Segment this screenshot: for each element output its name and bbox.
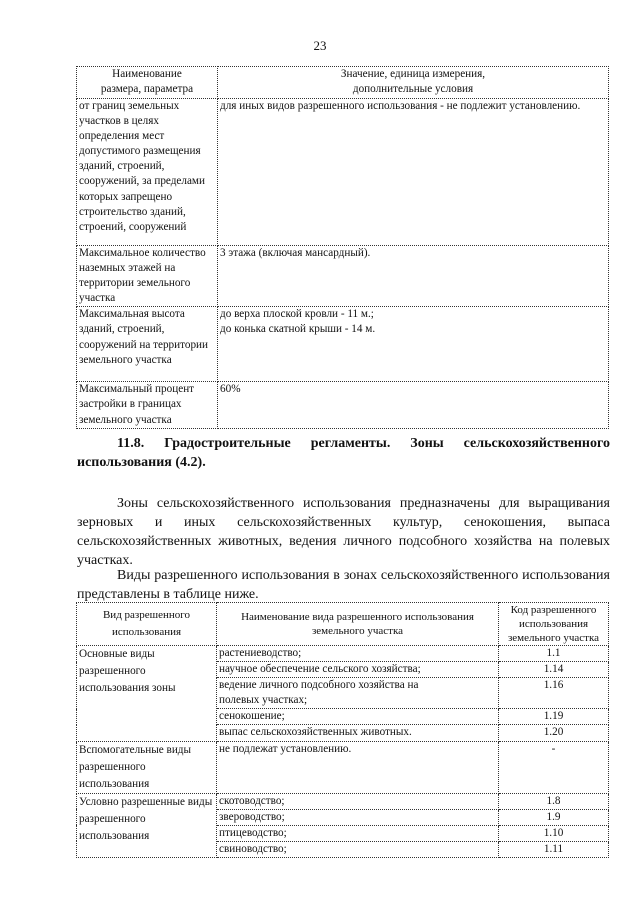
table-header-row xyxy=(77,603,609,646)
use-name-cell: сенокошение; xyxy=(217,709,499,725)
table-row xyxy=(77,99,609,246)
use-name-cell: скотоводство; xyxy=(217,793,499,809)
group-label-auxiliary: Вспомогательные виды разрешенного использования xyxy=(77,741,217,793)
paragraph-table-intro: Виды разрешенного использования в зонах сельскохозяйственного использования представлены в таблице ниже. xyxy=(77,568,610,602)
use-code-cell: 1.20 xyxy=(499,725,609,741)
use-name-cell: научное обеспечение сельского хозяйства; xyxy=(217,662,499,678)
table-row xyxy=(77,382,609,428)
header-cell-use-code: Код разрешенного использования земельного участка xyxy=(499,603,609,646)
use-name-cell: свиноводство; xyxy=(217,841,499,857)
param-value-cell: для иных видов разрешенного использования - не подлежит установлению. xyxy=(218,99,609,246)
use-code-cell: 1.9 xyxy=(499,809,609,825)
table-row xyxy=(77,741,609,793)
page-number: 23 xyxy=(313,38,327,53)
table-row xyxy=(77,307,609,382)
table-row xyxy=(77,246,609,307)
param-name-cell: Максимальный процент застройки в границах земельного участка xyxy=(77,382,218,428)
param-value-cell: 3 этажа (включая мансардный). xyxy=(218,246,609,307)
paragraph-zone-purpose: Зоны сельскохозяйственного использования предназначены для выращивания зерновых и иных сельскохозяйственных культур, сенокошения, выпаса сельскохозяйственных животных, ведения личного подсобного хозяйства на полевых участках. xyxy=(77,496,610,568)
table-header-row xyxy=(77,67,609,99)
use-name-cell: звероводство; xyxy=(217,809,499,825)
parameters-table xyxy=(76,66,609,429)
param-name-cell: Максимальная высота зданий, строений, сооружений на территории земельного участка xyxy=(77,307,218,382)
permitted-use-table xyxy=(76,602,609,858)
use-code-cell: 1.16 xyxy=(499,678,609,709)
use-name-cell: не подлежат установлению. xyxy=(217,741,499,793)
use-name-cell: птицеводство; xyxy=(217,825,499,841)
group-label-conditional: Условно разрешенные виды разрешенного использования xyxy=(77,793,217,857)
table-row xyxy=(77,793,609,809)
section-heading: 11.8. Градостроительные регламенты. Зоны сельскохозяйственного использования (4.2). xyxy=(77,436,610,470)
header-cell-value: Значение, единица измерения, дополнительные условия xyxy=(218,67,609,99)
use-name-cell: выпас сельскохозяйственных животных. xyxy=(217,725,499,741)
param-value-cell: до верха плоской кровли - 11 м.; до конька скатной крыши - 14 м. xyxy=(218,307,609,382)
use-code-cell: 1.8 xyxy=(499,793,609,809)
table-row xyxy=(77,646,609,662)
group-label-main: Основные виды разрешенного использования зоны xyxy=(77,646,217,742)
use-code-cell: 1.19 xyxy=(499,709,609,725)
use-name-cell: ведение личного подсобного хозяйства на полевых участках; xyxy=(217,678,499,709)
param-name-cell: от границ земельных участков в целях определения мест допустимого размещения зданий, строений, сооружений, за пределами которых запрещено строительство зданий, строений, сооружений xyxy=(77,99,218,246)
param-name-cell: Максимальное количество наземных этажей на территории земельного участка xyxy=(77,246,218,307)
use-code-cell: 1.10 xyxy=(499,825,609,841)
use-code-cell: 1.1 xyxy=(499,646,609,662)
use-code-cell: 1.11 xyxy=(499,841,609,857)
header-cell-parameter: Наименование размера, параметра xyxy=(77,67,218,99)
use-code-cell: 1.14 xyxy=(499,662,609,678)
header-cell-use-type: Вид разрешенного использования xyxy=(77,603,217,646)
param-value-cell: 60% xyxy=(218,382,609,428)
header-cell-use-name: Наименование вида разрешенного использования земельного участка xyxy=(217,603,499,646)
use-code-cell: - xyxy=(499,741,609,793)
use-name-cell: растениеводство; xyxy=(217,646,499,662)
